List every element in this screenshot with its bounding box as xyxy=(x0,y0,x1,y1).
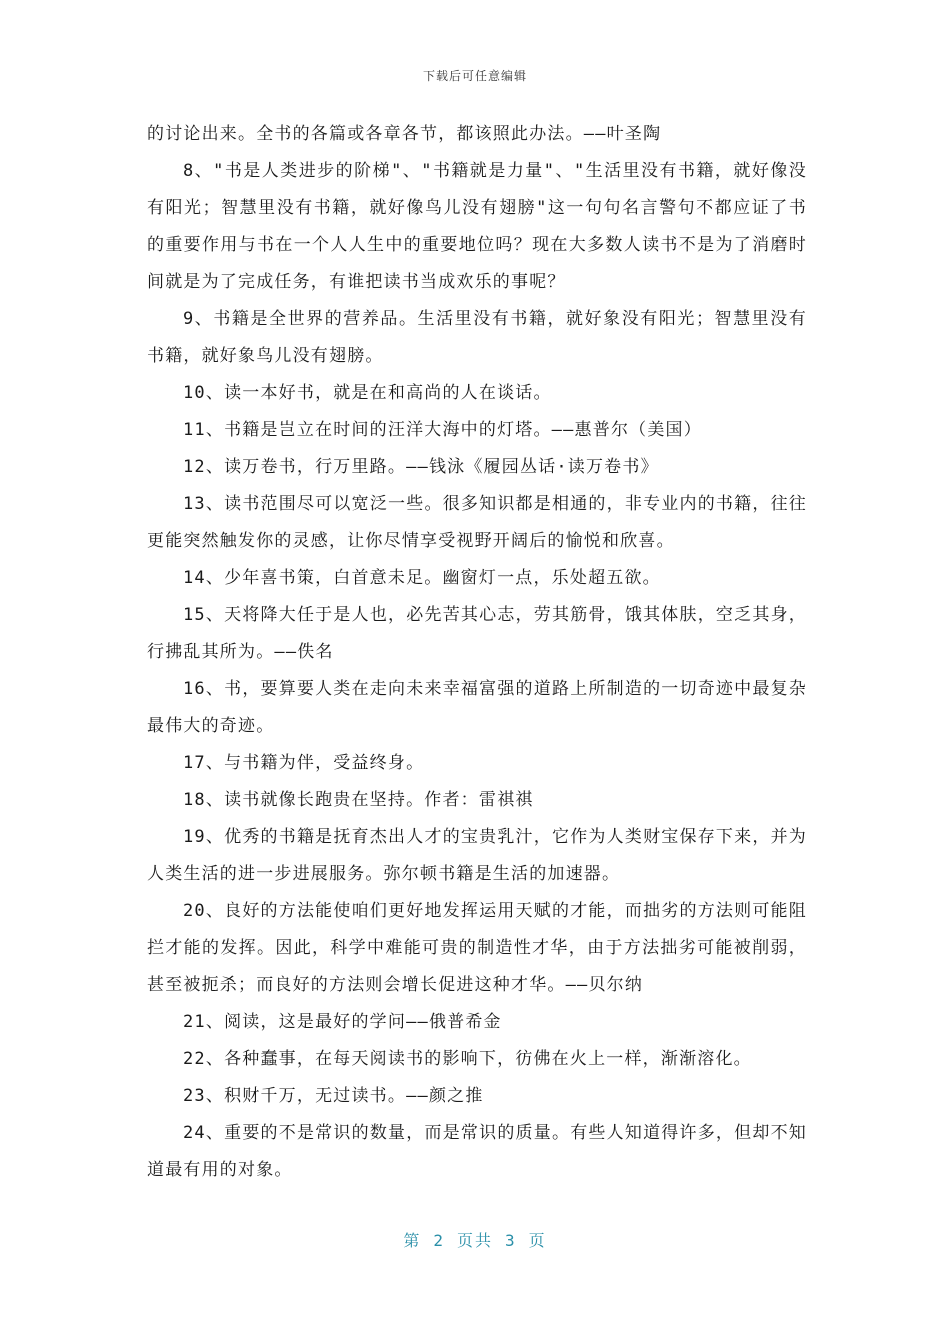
paragraph: 23、积财千万，无过读书。——颜之推 xyxy=(183,1086,484,1106)
total-pages-number: 3 xyxy=(505,1231,517,1250)
paragraph: 10、读一本好书，就是在和高尚的人在谈话。 xyxy=(183,383,552,403)
page-footer xyxy=(0,1228,950,1251)
header-text: 下载后可任意编辑 xyxy=(422,69,527,83)
paragraph: 13、读书范围尽可以宽泛一些。很多知识都是相通的，非专业内的书籍，往往更能突然触发你的灵感，让你尽情享受视野开阔后的愉悦和欣喜。 xyxy=(147,494,807,551)
paragraph: 17、与书籍为伴，受益终身。 xyxy=(183,753,425,773)
paragraph: 19、优秀的书籍是抚育杰出人才的宝贵乳汁，它作为人类财宝保存下来，并为人类生活的进一步进展服务。弥尔顿书籍是生活的加速器。 xyxy=(147,827,807,884)
paragraph: 11、书籍是岂立在时间的汪洋大海中的灯塔。——惠普尔（美国） xyxy=(183,420,702,440)
paragraph: 21、阅读，这是最好的学问——俄普希金 xyxy=(183,1012,502,1032)
paragraph: 16、书，要算要人类在走向未来幸福富强的道路上所制造的一切奇迹中最复杂最伟大的奇迹。 xyxy=(147,679,807,736)
current-page-number: 2 xyxy=(433,1231,445,1250)
paragraph: 的讨论出来。全书的各篇或各章各节，都该照此办法。——叶圣陶 xyxy=(147,124,662,144)
paragraph: 24、重要的不是常识的数量，而是常识的质量。有些人知道得许多，但却不知道最有用的对象。 xyxy=(147,1123,807,1180)
paragraph: 18、读书就像长跑贵在坚持。作者：雷祺祺 xyxy=(183,790,534,810)
footer-prefix: 第 xyxy=(403,1231,422,1250)
paragraph: 22、各种蠢事，在每天阅读书的影响下，彷佛在火上一样，渐渐溶化。 xyxy=(183,1049,752,1069)
document-body xyxy=(147,116,807,1189)
paragraph: 20、良好的方法能使咱们更好地发挥运用天赋的才能，而拙劣的方法则可能阻拦才能的发挥。因此，科学中难能可贵的制造性才华，由于方法拙劣可能被削弱，甚至被扼杀；而良好的方法则会增长促进这种才华。——贝尔纳 xyxy=(147,901,807,995)
paragraph: 15、天将降大任于是人也，必先苦其心志，劳其筋骨，饿其体肤，空乏其身，行拂乱其所为。——佚名 xyxy=(147,605,807,662)
page-header xyxy=(0,67,950,84)
footer-suffix: 页 xyxy=(528,1231,547,1250)
paragraph: 8、"书是人类进步的阶梯"、"书籍就是力量"、"生活里没有书籍，就好像没有阳光；智慧里没有书籍，就好像鸟儿没有翅膀"这一句句名言警句不都应证了书的重要作用与书在一个人人生中的重要地位吗？现在大多数人读书不是为了消磨时间就是为了完成任务，有谁把读书当成欢乐的事呢？ xyxy=(147,161,807,292)
footer-middle: 页共 xyxy=(456,1231,493,1250)
paragraph: 9、书籍是全世界的营养品。生活里没有书籍，就好象没有阳光；智慧里没有书籍，就好象鸟儿没有翅膀。 xyxy=(147,309,807,366)
paragraph: 12、读万卷书，行万里路。——钱泳《履园丛话·读万卷书》 xyxy=(183,457,659,477)
paragraph: 14、少年喜书策，白首意未足。幽窗灯一点，乐处超五欲。 xyxy=(183,568,661,588)
